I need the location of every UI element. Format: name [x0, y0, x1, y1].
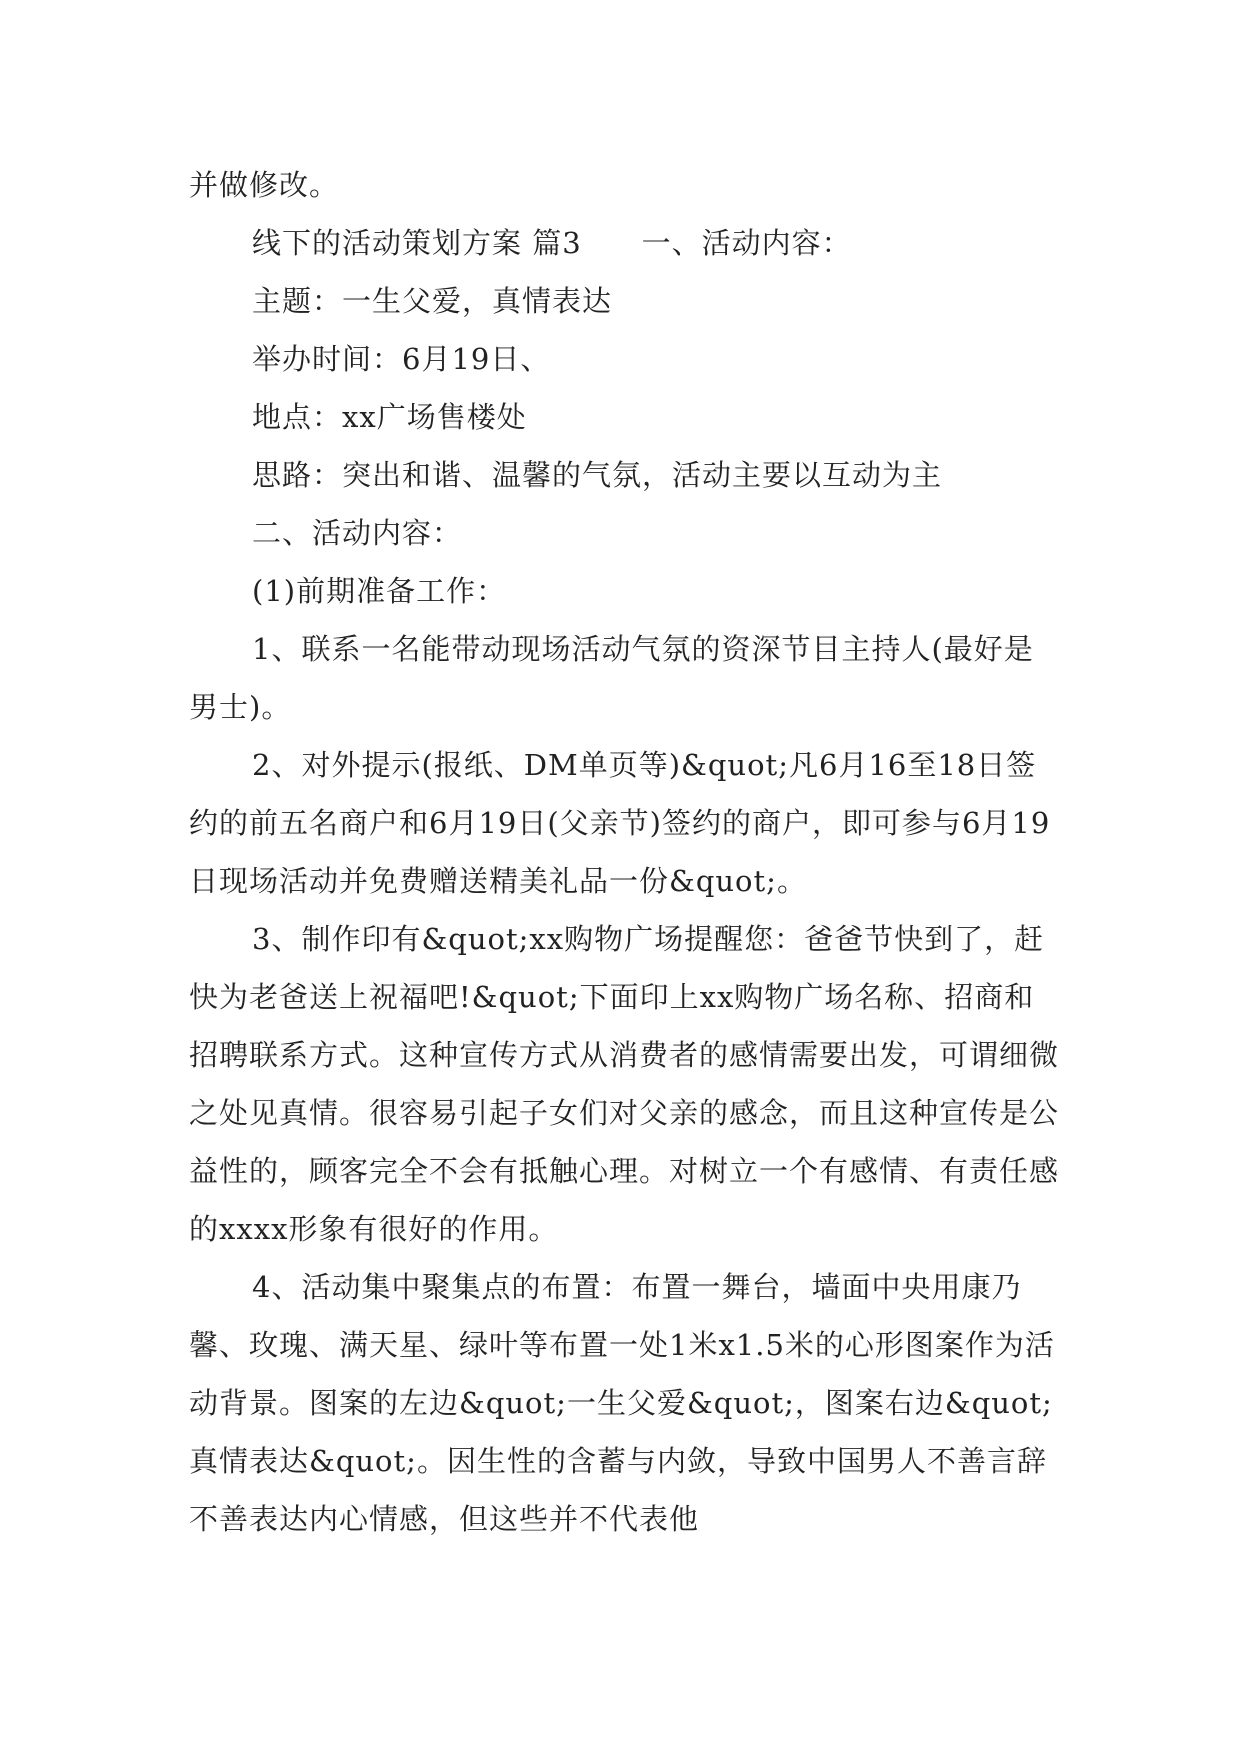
- paragraph: 举办时间：6月19日、: [252, 342, 551, 376]
- paragraph: 并做修改。: [189, 168, 340, 202]
- paragraph: 4、活动集中聚集点的布置：布置一舞台，墙面中央用康乃馨、玫瑰、满天星、绿叶等布置一处1米x1.5米的心形图案作为活动背景。图案的左边&quot;一生父爱&quot;，图案右边&quot;真情表达&quot;。因生性的含蓄与内敛，导致中国男人不善言辞不善表达内心情感，但这些并不代表他: [189, 1270, 1055, 1536]
- paragraph: 1、联系一名能带动现场活动气氛的资深节目主持人(最好是男士)。: [189, 632, 1034, 724]
- document-body: [189, 156, 1059, 1548]
- paragraph: (1)前期准备工作：: [252, 574, 507, 608]
- paragraph: 线下的活动策划方案 篇3 一、活动内容：: [252, 226, 852, 260]
- paragraph: 2、对外提示(报纸、DM单页等)&quot;凡6月16至18日签约的前五名商户和6月19日(父亲节)签约的商户，即可参与6月19日现场活动并免费赠送精美礼品一份&quot;。: [189, 748, 1051, 898]
- paragraph: 二、活动内容：: [252, 516, 463, 550]
- paragraph: 思路：突出和谐、温馨的气氛，活动主要以互动为主: [252, 458, 943, 492]
- paragraph: 地点：xx广场售楼处: [252, 400, 527, 434]
- paragraph: 3、制作印有&quot;xx购物广场提醒您：爸爸节快到了，赶快为老爸送上祝福吧!&quot;下面印上xx购物广场名称、招商和招聘联系方式。这种宣传方式从消费者的感情需要出发，可谓细微之处见真情。很容易引起子女们对父亲的感念，而且这种宣传是公益性的，顾客完全不会有抵触心理。对树立一个有感情、有责任感的xxxx形象有很好的作用。: [189, 922, 1060, 1246]
- paragraph: 主题：一生父爱，真情表达: [252, 284, 613, 318]
